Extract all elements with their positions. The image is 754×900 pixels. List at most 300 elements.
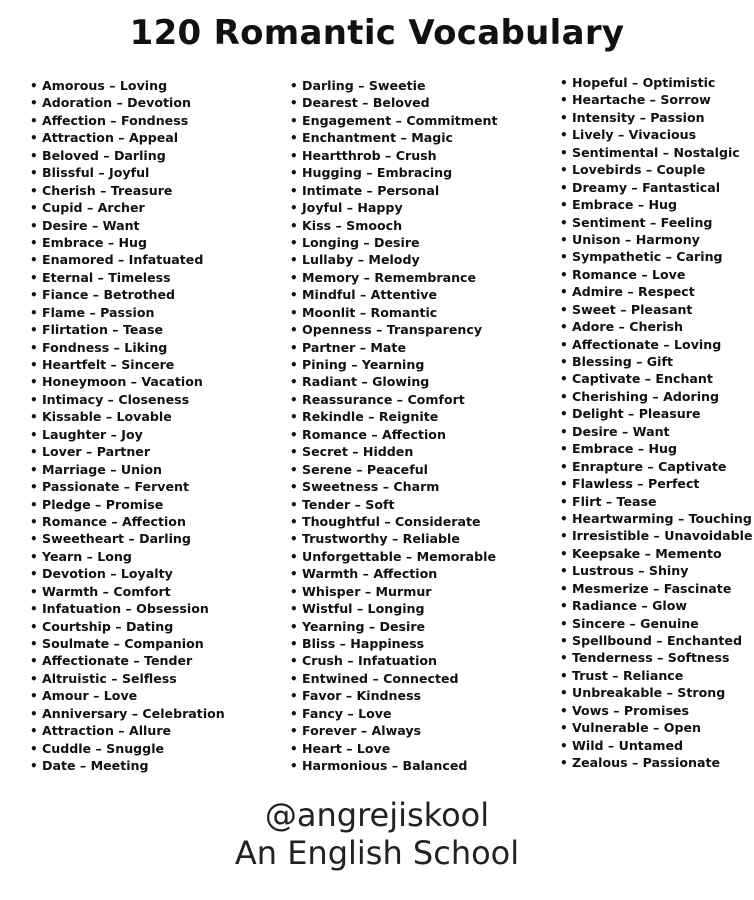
vocab-item <box>30 373 225 390</box>
vocab-pair: Trustworthy – Reliable <box>302 531 460 547</box>
bullet-icon: • <box>560 145 568 160</box>
vocab-item <box>560 336 753 353</box>
vocab-pair: Lustrous – Shiny <box>572 563 689 579</box>
bullet-icon: • <box>560 76 568 90</box>
bullet-icon: • <box>30 183 38 198</box>
vocab-item <box>30 461 225 478</box>
vocab-pair: Embrace – Hug <box>572 197 678 213</box>
bullet-icon: • <box>290 218 298 233</box>
vocab-item <box>560 179 753 196</box>
vocab-item <box>560 597 753 614</box>
bullet-icon: • <box>560 267 568 282</box>
bullet-icon: • <box>30 602 38 617</box>
bullet-icon: • <box>560 564 568 579</box>
vocab-item <box>290 217 497 234</box>
bullet-icon: • <box>30 584 38 599</box>
bullet-icon: • <box>30 514 38 529</box>
vocab-item <box>560 353 753 370</box>
bullet-icon: • <box>30 148 38 163</box>
bullet-icon: • <box>30 567 38 582</box>
vocab-pair: Intimate – Personal <box>302 182 440 198</box>
vocab-column-1 <box>30 77 225 775</box>
vocab-pair: Sweetheart – Darling <box>42 531 191 547</box>
vocab-item <box>30 164 225 181</box>
bullet-icon: • <box>560 721 568 736</box>
bullet-icon: • <box>30 270 38 285</box>
vocab-item <box>30 687 225 704</box>
vocab-item <box>290 129 497 146</box>
bullet-icon: • <box>560 389 568 404</box>
vocab-item <box>30 321 225 338</box>
bullet-icon: • <box>30 741 38 756</box>
vocab-item <box>560 510 753 527</box>
bullet-icon: • <box>30 445 38 460</box>
vocab-pair: Fiance – Betrothed <box>42 287 176 303</box>
vocab-pair: Lovebirds – Couple <box>572 162 706 178</box>
vocab-item <box>290 687 497 704</box>
vocab-item <box>560 545 753 562</box>
vocab-item <box>30 234 225 251</box>
bullet-icon: • <box>30 427 38 442</box>
page-title: 120 Romantic Vocabulary <box>129 13 625 53</box>
vocab-item <box>290 321 497 338</box>
vocab-pair: Longing – Desire <box>302 234 420 250</box>
vocab-item <box>30 94 225 111</box>
vocab-item <box>30 269 225 286</box>
vocab-item <box>30 443 225 460</box>
bullet-icon: • <box>290 480 298 495</box>
vocab-item <box>560 109 753 126</box>
vocab-item <box>560 580 753 597</box>
bullet-icon: • <box>290 253 298 268</box>
bullet-icon: • <box>30 654 38 669</box>
bullet-icon: • <box>290 340 298 355</box>
bullet-icon: • <box>290 654 298 669</box>
vocab-item <box>290 513 497 530</box>
vocab-pair: Entwined – Connected <box>302 670 459 686</box>
bullet-icon: • <box>290 113 298 128</box>
bullet-icon: • <box>560 163 568 178</box>
bullet-icon: • <box>30 410 38 425</box>
bullet-icon: • <box>560 634 568 648</box>
vocab-pair: Hugging – Embracing <box>302 165 453 181</box>
vocab-pair: Engagement – Commitment <box>302 112 498 128</box>
vocab-pair: Flirt – Tease <box>572 493 657 509</box>
vocab-pair: Moonlit – Romantic <box>302 304 438 320</box>
vocab-item <box>30 408 225 425</box>
bullet-icon: • <box>560 477 568 492</box>
bullet-icon: • <box>290 270 298 285</box>
vocab-item <box>290 722 497 739</box>
bullet-icon: • <box>290 183 298 198</box>
bullet-icon: • <box>560 110 568 125</box>
vocab-pair: Openness – Transparency <box>302 322 483 338</box>
vocab-pair: Captivate – Enchant <box>572 371 713 387</box>
vocab-pair: Adore – Cherish <box>572 319 683 335</box>
bullet-icon: • <box>290 305 298 320</box>
vocab-pair: Amour – Love <box>42 688 138 704</box>
vocab-item <box>290 443 497 460</box>
vocab-pair: Vulnerable – Open <box>572 720 701 736</box>
vocab-item <box>290 618 497 635</box>
bullet-icon: • <box>290 235 298 250</box>
bullet-icon: • <box>560 232 568 247</box>
vocab-item <box>290 304 497 321</box>
vocab-pair: Fancy – Love <box>302 705 392 721</box>
bullet-icon: • <box>290 201 298 216</box>
bullet-icon: • <box>290 445 298 460</box>
vocab-item <box>560 440 753 457</box>
vocab-item <box>560 667 753 684</box>
bullet-icon: • <box>560 407 568 422</box>
bullet-icon: • <box>560 651 568 666</box>
vocab-pair: Desire – Want <box>42 217 140 233</box>
vocab-pair: Beloved – Darling <box>42 147 166 163</box>
vocab-item <box>290 269 497 286</box>
bullet-icon: • <box>30 253 38 268</box>
vocab-item <box>30 251 225 268</box>
vocab-item <box>30 356 225 373</box>
vocab-item <box>290 164 497 181</box>
bullet-icon: • <box>290 584 298 599</box>
vocab-item <box>290 147 497 164</box>
bullet-icon: • <box>560 250 568 265</box>
bullet-icon: • <box>30 759 38 774</box>
bullet-icon: • <box>290 759 298 774</box>
vocab-item <box>560 737 753 754</box>
vocab-pair: Laughter – Joy <box>42 426 143 442</box>
vocab-pair: Secret – Hidden <box>302 444 414 460</box>
vocab-item <box>290 548 497 565</box>
vocab-item <box>560 161 753 178</box>
vocab-pair: Romance – Affection <box>42 513 186 529</box>
vocab-pair: Bliss – Happiness <box>302 636 425 651</box>
vocab-item <box>560 632 753 649</box>
vocab-pair: Flame – Passion <box>42 304 155 320</box>
vocab-pair: Kiss – Smooch <box>302 217 403 233</box>
vocab-item <box>30 565 225 582</box>
vocab-item <box>30 618 225 635</box>
bullet-icon: • <box>560 511 568 526</box>
vocab-item <box>560 144 753 161</box>
vocab-pair: Amorous – Loving <box>42 78 168 93</box>
vocab-pair: Tender – Soft <box>302 496 395 512</box>
bullet-icon: • <box>30 340 38 355</box>
vocab-item <box>30 286 225 303</box>
vocab-item <box>290 705 497 722</box>
bullet-icon: • <box>290 288 298 303</box>
vocab-pair: Mindful – Attentive <box>302 287 438 303</box>
vocab-pair: Hopeful – Optimistic <box>572 75 716 90</box>
vocab-item <box>560 405 753 422</box>
vocab-item <box>30 670 225 687</box>
vocab-item <box>290 740 497 757</box>
vocab-pair: Unbreakable – Strong <box>572 685 726 701</box>
vocab-pair: Anniversary – Celebration <box>42 705 225 721</box>
vocab-pair: Infatuation – Obsession <box>42 601 209 617</box>
vocab-item <box>30 513 225 530</box>
vocab-pair: Courtship – Dating <box>42 618 174 634</box>
vocab-pair: Sentiment – Feeling <box>572 214 713 230</box>
vocab-item <box>290 478 497 495</box>
vocab-item <box>30 740 225 757</box>
bullet-icon: • <box>290 392 298 407</box>
bullet-icon: • <box>30 79 38 93</box>
vocab-pair: Soulmate – Companion <box>42 636 204 651</box>
bullet-icon: • <box>290 375 298 390</box>
vocab-pair: Attraction – Allure <box>42 723 172 739</box>
bullet-icon: • <box>560 616 568 631</box>
vocab-pair: Wistful – Longing <box>302 601 425 617</box>
bullet-icon: • <box>560 128 568 143</box>
vocab-pair: Honeymoon – Vacation <box>42 374 203 390</box>
bullet-icon: • <box>560 180 568 195</box>
vocab-pair: Crush – Infatuation <box>302 653 438 669</box>
vocab-item <box>30 635 225 652</box>
bullet-icon: • <box>290 689 298 704</box>
bullet-icon: • <box>560 668 568 683</box>
vocab-pair: Fondness – Liking <box>42 339 168 355</box>
bullet-icon: • <box>290 462 298 477</box>
vocab-item <box>560 562 753 579</box>
vocab-pair: Rekindle – Reignite <box>302 409 439 425</box>
bullet-icon: • <box>560 424 568 439</box>
vocab-pair: Zealous – Passionate <box>572 755 721 771</box>
vocab-pair: Blessing – Gift <box>572 354 673 369</box>
vocab-pair: Pining – Yearning <box>302 357 425 372</box>
vocab-item <box>290 391 497 408</box>
bullet-icon: • <box>290 567 298 582</box>
vocab-pair: Lively – Vivacious <box>572 127 697 143</box>
bullet-icon: • <box>30 671 38 686</box>
vocab-item <box>290 234 497 251</box>
vocab-item <box>290 635 497 652</box>
vocab-pair: Affection – Fondness <box>42 112 189 128</box>
vocab-pair: Tenderness – Softness <box>572 650 730 666</box>
bullet-icon: • <box>560 529 568 544</box>
bullet-icon: • <box>290 410 298 425</box>
bullet-icon: • <box>290 96 298 111</box>
vocab-pair: Sweet – Pleasant <box>572 301 693 317</box>
bullet-icon: • <box>30 305 38 320</box>
vocab-item <box>290 182 497 199</box>
vocab-pair: Intensity – Passion <box>572 109 705 125</box>
vocab-item <box>290 356 497 373</box>
vocab-item <box>560 370 753 387</box>
bullet-icon: • <box>30 724 38 739</box>
school-name: An English School <box>234 834 520 872</box>
vocab-pair: Heartthrob – Crush <box>302 147 437 163</box>
vocab-pair: Kissable – Lovable <box>42 409 172 425</box>
vocab-pair: Lullaby – Melody <box>302 252 420 268</box>
bullet-icon: • <box>560 215 568 230</box>
vocab-pair: Unforgettable – Memorable <box>302 548 496 564</box>
bullet-icon: • <box>290 602 298 617</box>
vocab-item <box>290 373 497 390</box>
vocab-item <box>30 722 225 739</box>
vocab-item <box>560 91 753 108</box>
vocab-item <box>30 583 225 600</box>
vocab-item <box>30 757 225 774</box>
vocab-item <box>560 649 753 666</box>
bullet-icon: • <box>290 532 298 547</box>
vocab-item <box>560 126 753 143</box>
vocab-item <box>290 251 497 268</box>
vocab-pair: Enamored – Infatuated <box>42 252 204 268</box>
vocab-pair: Sentimental – Nostalgic <box>572 144 740 160</box>
vocab-pair: Reassurance – Comfort <box>302 391 465 407</box>
bullet-icon: • <box>560 320 568 335</box>
vocab-pair: Yearn – Long <box>42 548 132 564</box>
vocab-pair: Attraction – Appeal <box>42 130 179 146</box>
vocab-pair: Dreamy – Fantastical <box>572 179 721 195</box>
vocab-pair: Partner – Mate <box>302 339 406 355</box>
vocab-item <box>290 600 497 617</box>
bullet-icon: • <box>290 131 298 146</box>
bullet-icon: • <box>290 497 298 512</box>
vocab-pair: Cherish – Treasure <box>42 182 173 198</box>
bullet-icon: • <box>30 96 38 111</box>
bullet-icon: • <box>560 756 568 771</box>
vocab-pair: Enrapture – Captivate <box>572 458 727 474</box>
bullet-icon: • <box>290 724 298 739</box>
bullet-icon: • <box>560 355 568 369</box>
bullet-icon: • <box>560 442 568 457</box>
vocab-pair: Delight – Pleasure <box>572 406 701 422</box>
bullet-icon: • <box>560 285 568 300</box>
bullet-icon: • <box>560 198 568 213</box>
vocab-pair: Dearest – Beloved <box>302 95 430 111</box>
vocab-pair: Irresistible – Unavoidable <box>572 528 753 544</box>
bullet-icon: • <box>30 549 38 564</box>
vocab-pair: Radiance – Glow <box>572 598 688 614</box>
bullet-icon: • <box>560 581 568 596</box>
vocab-item <box>30 478 225 495</box>
bullet-icon: • <box>30 201 38 216</box>
bullet-icon: • <box>560 546 568 561</box>
vocab-item <box>560 266 753 283</box>
vocab-item <box>30 530 225 547</box>
vocab-pair: Marriage – Union <box>42 461 163 477</box>
vocab-pair: Sweetness – Charm <box>302 479 440 495</box>
vocab-item <box>290 583 497 600</box>
vocab-pair: Cuddle – Snuggle <box>42 740 165 756</box>
vocab-item <box>560 475 753 492</box>
vocab-item <box>30 199 225 216</box>
vocab-pair: Heartwarming – Touching <box>572 510 752 526</box>
vocab-pair: Heart – Love <box>302 740 391 756</box>
bullet-icon: • <box>30 689 38 704</box>
vocab-pair: Date – Meeting <box>42 758 149 774</box>
vocab-pair: Sincere – Genuine <box>572 615 699 631</box>
vocab-pair: Forever – Always <box>302 723 422 739</box>
bullet-icon: • <box>30 358 38 372</box>
vocab-item <box>560 493 753 510</box>
vocab-item <box>30 147 225 164</box>
vocab-pair: Keepsake – Memento <box>572 545 722 561</box>
vocab-item <box>290 77 497 94</box>
vocab-item <box>560 214 753 231</box>
vocab-item <box>30 705 225 722</box>
vocab-pair: Harmonious – Balanced <box>302 758 468 774</box>
vocab-column-2 <box>290 77 497 775</box>
vocab-item <box>290 530 497 547</box>
vocab-item <box>30 548 225 565</box>
bullet-icon: • <box>30 462 38 477</box>
bullet-icon: • <box>30 235 38 250</box>
vocab-item <box>290 112 497 129</box>
bullet-icon: • <box>560 738 568 753</box>
vocab-item <box>290 286 497 303</box>
vocab-item <box>290 565 497 582</box>
vocab-pair: Heartfelt – Sincere <box>42 357 175 372</box>
vocab-item <box>290 757 497 774</box>
vocab-pair: Warmth – Comfort <box>42 583 171 599</box>
vocab-item <box>290 652 497 669</box>
bullet-icon: • <box>30 480 38 495</box>
vocab-pair: Favor – Kindness <box>302 688 422 704</box>
bullet-icon: • <box>290 514 298 529</box>
vocab-item <box>290 408 497 425</box>
vocab-pair: Trust – Reliance <box>572 667 684 683</box>
vocab-pair: Joyful – Happy <box>302 200 403 216</box>
vocab-pair: Affectionate – Loving <box>572 336 722 352</box>
vocab-item <box>30 426 225 443</box>
bullet-icon: • <box>560 337 568 352</box>
vocab-pair: Admire – Respect <box>572 284 695 300</box>
vocab-item <box>290 199 497 216</box>
bullet-icon: • <box>560 302 568 317</box>
vocab-pair: Cherishing – Adoring <box>572 388 720 404</box>
vocab-pair: Whisper – Murmur <box>302 583 432 599</box>
vocab-item <box>30 182 225 199</box>
bullet-icon: • <box>560 494 568 509</box>
vocab-item <box>30 112 225 129</box>
vocab-item <box>290 670 497 687</box>
bullet-icon: • <box>290 619 298 634</box>
vocab-item <box>290 94 497 111</box>
vocab-pair: Enchantment – Magic <box>302 130 454 146</box>
vocab-pair: Romance – Love <box>572 266 686 282</box>
bullet-icon: • <box>30 392 38 407</box>
bullet-icon: • <box>30 166 38 181</box>
vocab-pair: Flirtation – Tease <box>42 322 163 338</box>
vocab-item <box>290 496 497 513</box>
bullet-icon: • <box>30 532 38 547</box>
vocab-item <box>560 702 753 719</box>
vocab-item <box>560 196 753 213</box>
vocab-pair: Lover – Partner <box>42 444 151 460</box>
vocab-pair: Affectionate – Tender <box>42 653 193 669</box>
vocab-pair: Altruistic – Selfless <box>42 670 177 686</box>
bullet-icon: • <box>560 372 568 387</box>
bullet-icon: • <box>30 497 38 512</box>
vocab-pair: Thoughtful – Considerate <box>302 513 481 529</box>
bullet-icon: • <box>30 619 38 634</box>
vocab-pair: Cupid – Archer <box>42 200 145 216</box>
bullet-icon: • <box>290 166 298 181</box>
vocab-item <box>560 248 753 265</box>
vocab-pair: Adoration – Devotion <box>42 95 191 111</box>
vocab-pair: Heartache – Sorrow <box>572 92 711 108</box>
vocab-item <box>290 339 497 356</box>
vocab-item <box>30 217 225 234</box>
vocab-pair: Radiant – Glowing <box>302 374 430 390</box>
bullet-icon: • <box>290 549 298 564</box>
vocab-item <box>560 301 753 318</box>
vocab-pair: Intimacy – Closeness <box>42 391 190 407</box>
vocab-pair: Mesmerize – Fascinate <box>572 580 732 596</box>
